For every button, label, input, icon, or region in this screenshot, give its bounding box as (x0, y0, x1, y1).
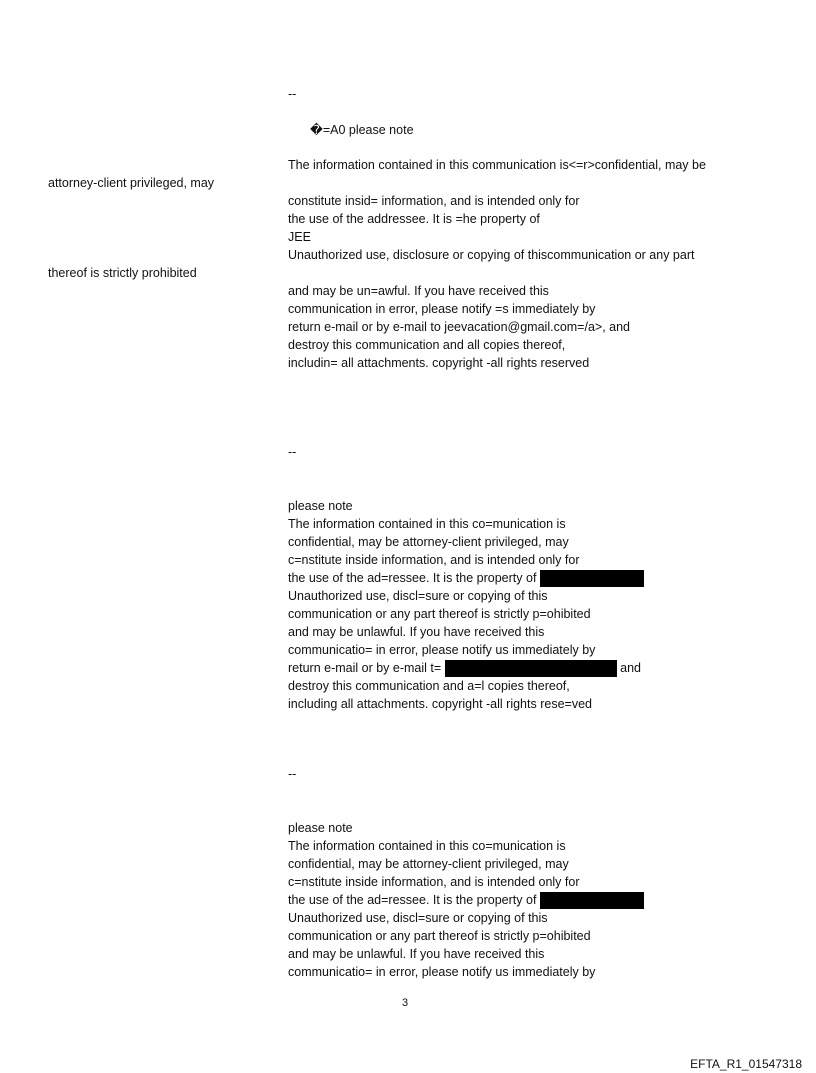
text-segment: return e-mail or by e-mail t= (288, 661, 442, 675)
text-line: destroy this communication and all copies thereof, (288, 338, 566, 352)
text-line: includin= all attachments. copyright -all rights reserved (288, 356, 590, 370)
margin-text-line: attorney-client privileged, may (48, 176, 215, 190)
text-segment: the use of the ad=ressee. It is the property of (288, 893, 537, 907)
text-line: destroy this communication and a=l copies thereof, (288, 679, 570, 693)
text-line: confidential, may be attorney-client privileged, may (288, 857, 569, 871)
text-line: Unauthorized use, disclosure or copying of thiscommunication or any part (288, 248, 695, 262)
block-heading: �=A0 please note (310, 123, 414, 137)
document-id: EFTA_R1_01547318 (690, 1057, 802, 1071)
text-line: please note (288, 499, 353, 513)
text-line: The information contained in this co=munication is (288, 839, 566, 853)
text-line: communicatio= in error, please notify us immediately by (288, 643, 596, 657)
text-line: JEE (288, 230, 311, 244)
text-line: constitute insid= information, and is intended only for (288, 194, 580, 208)
separator: -- (288, 767, 297, 781)
margin-text-line: thereof is strictly prohibited (48, 266, 197, 280)
text-line: Unauthorized use, discl=sure or copying of this (288, 911, 548, 925)
page-number: 3 (402, 997, 409, 1009)
text-line: The information contained in this communication is<=r>confidential, may be (288, 158, 706, 172)
text-line: return e-mail or by e-mail to jeevacation@gmail.com=/a>, and (288, 320, 631, 334)
text-line-redacted (288, 892, 644, 909)
text-line: The information contained in this co=munication is (288, 517, 566, 531)
text-line: and may be unlawful. If you have received this (288, 947, 545, 961)
text-line: and may be unlawful. If you have received this (288, 625, 545, 639)
text-line-redacted (288, 660, 641, 677)
text-line: communication or any part thereof is strictly p=ohibited (288, 929, 591, 943)
text-line: c=nstitute inside information, and is intended only for (288, 875, 580, 889)
separator: -- (288, 445, 297, 459)
text-segment: and (620, 661, 642, 675)
text-line: c=nstitute inside information, and is intended only for (288, 553, 580, 567)
text-line: communication in error, please notify =s immediately by (288, 302, 596, 316)
text-line: communicatio= in error, please notify us immediately by (288, 965, 596, 979)
text-line: communication or any part thereof is strictly p=ohibited (288, 607, 591, 621)
text-line: and may be un=awful. If you have received this (288, 284, 549, 298)
redaction-box (540, 570, 644, 587)
text-line: the use of the addressee. It is =he property of (288, 212, 540, 226)
text-line-redacted (288, 570, 644, 587)
redaction-box (540, 892, 644, 909)
redaction-box (445, 660, 617, 677)
text-line: please note (288, 821, 353, 835)
separator: -- (288, 87, 297, 101)
text-segment: the use of the ad=ressee. It is the property of (288, 571, 537, 585)
text-line: including all attachments. copyright -all rights rese=ved (288, 697, 592, 711)
text-line: confidential, may be attorney-client privileged, may (288, 535, 569, 549)
text-line: Unauthorized use, discl=sure or copying of this (288, 589, 548, 603)
